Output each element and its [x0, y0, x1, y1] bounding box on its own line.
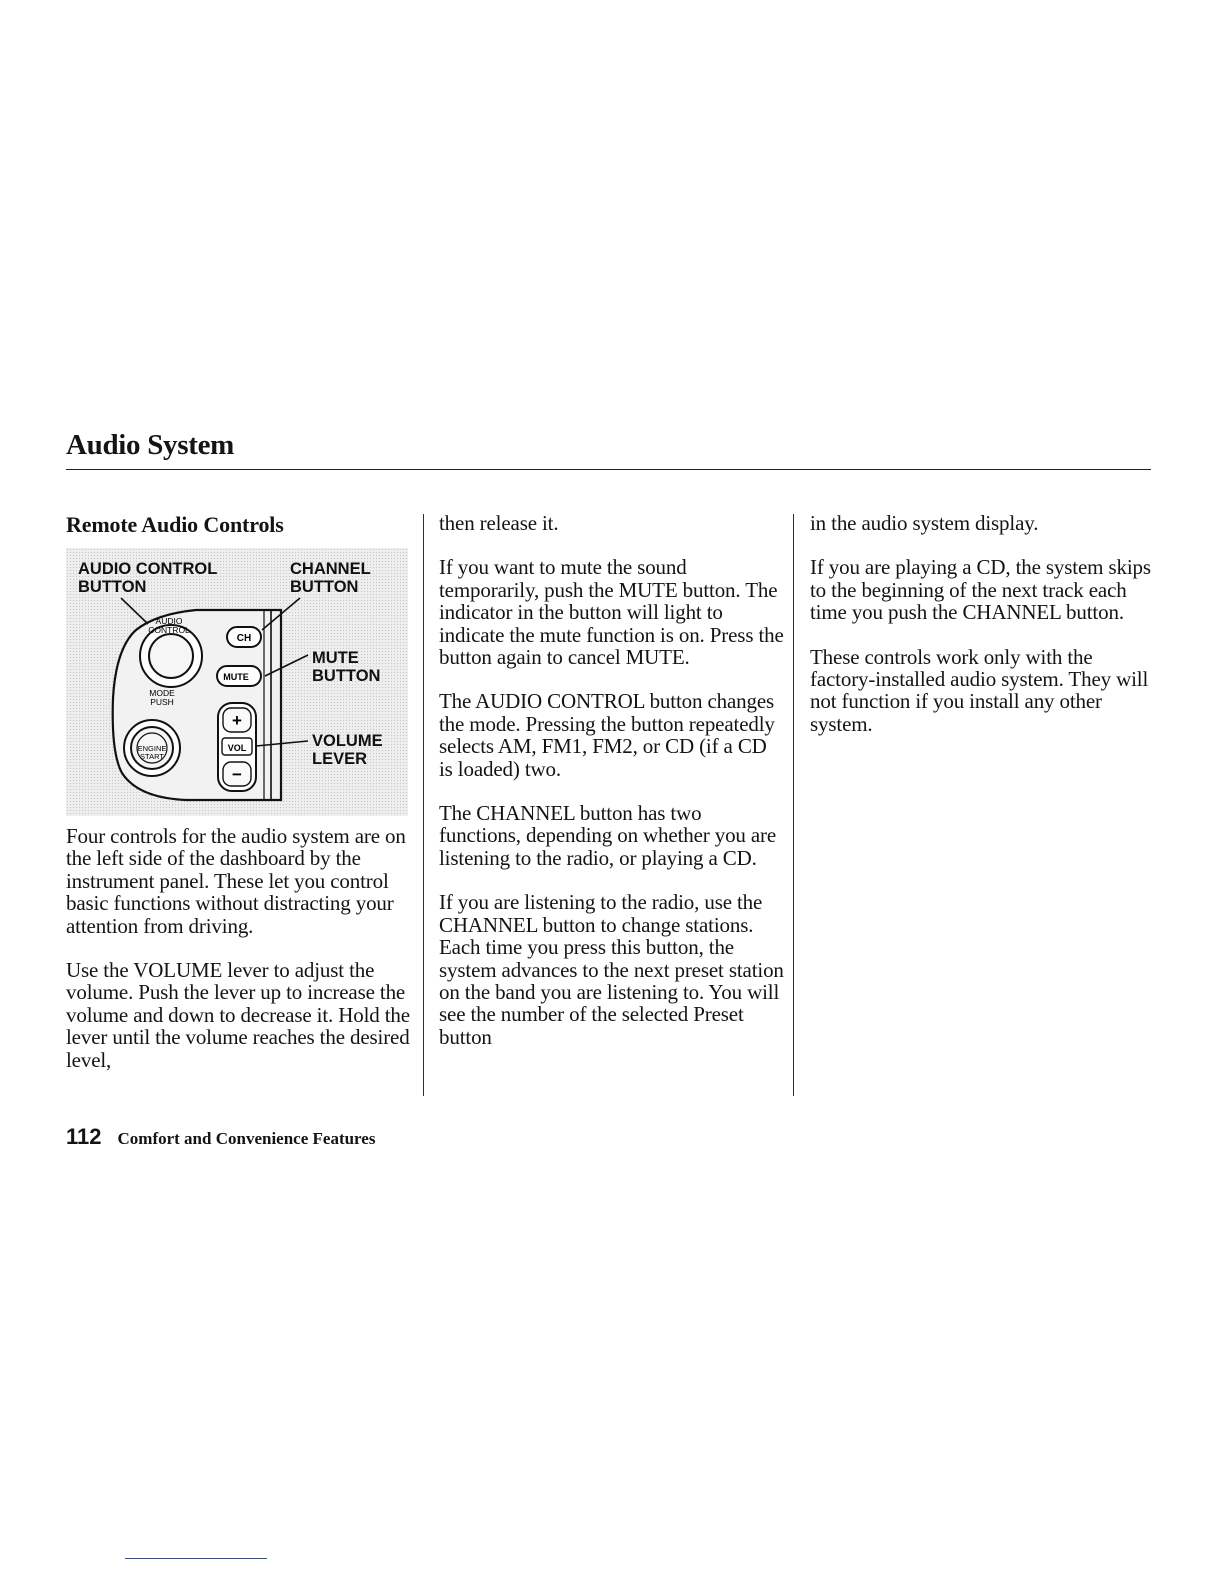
plus-text: +: [232, 711, 242, 730]
vol-text: VOL: [227, 743, 247, 753]
paragraph: If you are listening to the radio, use the CHANNEL button to change stations. Each time you press this button, the system advances to the next preset station on the band you are listening to. You will see the number of the selected Preset button: [439, 890, 784, 1049]
paragraph: These controls work only with the factory-installed audio system. They will not function if you install any other system.: [810, 644, 1149, 736]
label-audio-control: AUDIO CONTROL BUTTON: [78, 560, 218, 596]
column-3: [810, 512, 1152, 757]
paragraph: If you want to mute the sound temporarily, push the MUTE button. The indicator in the button will light to indicate the mute function is on. Press the button again to cancel MUTE.: [439, 555, 784, 670]
footer-section-title: Comfort and Convenience Features: [117, 1129, 376, 1148]
paragraph: Four controls for the audio system are on the left side of the dashboard by the instrument panel. These let you control basic functions without distracting your attention from driving.: [66, 824, 406, 938]
column-divider: [423, 514, 424, 1096]
paragraph: Use the VOLUME lever to adjust the volume. Push the lever up to increase the volume and down to decrease it. Hold the lever until the volume reaches the desired level,: [66, 958, 410, 1072]
paragraph: then release it.: [439, 511, 559, 535]
paragraph: in the audio system display.: [810, 511, 1039, 535]
mute-text: MUTE: [223, 672, 249, 682]
leader-audio-control: [121, 598, 148, 624]
audio-control-text: AUDIO CONTROL: [148, 616, 190, 635]
remote-controls-figure: [66, 548, 408, 816]
title-rule: [66, 469, 1151, 470]
label-volume: VOLUME LEVER: [312, 732, 383, 768]
label-channel: CHANNEL BUTTON: [290, 560, 371, 596]
audio-control-dial: [149, 634, 193, 678]
page-footer: [66, 1124, 375, 1154]
ch-text: CH: [236, 633, 252, 644]
label-mute: MUTE BUTTON: [312, 649, 381, 685]
column-divider: [793, 514, 794, 1096]
paragraph: The CHANNEL button has two functions, depending on whether you are listening to the radio, or playing a CD.: [439, 801, 777, 870]
mode-push-text: MODE PUSH: [149, 688, 175, 707]
bottom-rule: [125, 1558, 267, 1559]
page-number: 112: [66, 1124, 102, 1149]
engine-start-text: ENGINE START: [137, 744, 167, 761]
column-1: [66, 512, 414, 538]
paragraph: The AUDIO CONTROL button changes the mode. Pressing the button repeatedly selects AM, FM1, FM2, or CD (if a CD is loaded) two.: [439, 689, 775, 781]
column-2: [439, 512, 784, 1070]
column-1-body: [66, 825, 414, 1093]
minus-text: −: [232, 765, 242, 784]
paragraph: If you are playing a CD, the system skips to the beginning of the next track each time you push the CHANNEL button.: [810, 555, 1151, 625]
page-title: Audio System: [66, 429, 235, 461]
section-heading: Remote Audio Controls: [66, 512, 284, 537]
